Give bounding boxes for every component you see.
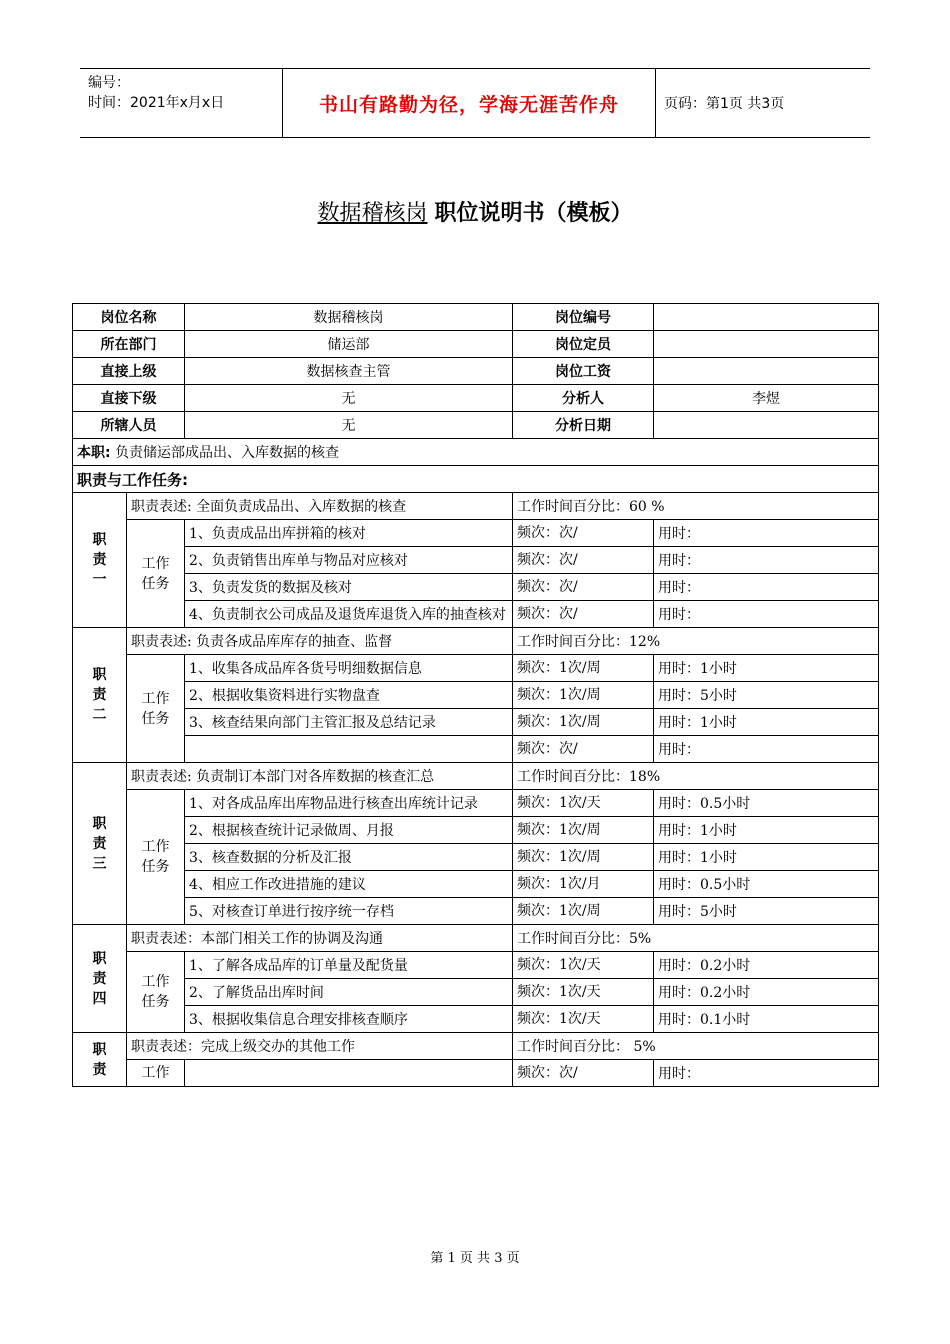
- task-duration: 用时：1小时: [654, 655, 879, 682]
- task-frequency: 频次：1次/月: [513, 871, 654, 898]
- task-row: [73, 817, 879, 844]
- task-row: [73, 520, 879, 547]
- page-footer: 第 1 页 共 3 页: [430, 1251, 520, 1266]
- task-text: 3、根据收集信息合理安排核查顺序: [185, 1006, 513, 1033]
- info-row: [73, 358, 879, 385]
- time-label: 时间：2021年x月x日: [88, 95, 225, 111]
- task-duration: 用时：: [654, 601, 879, 628]
- task-row: [73, 736, 879, 763]
- info-label: 直接下级: [73, 385, 185, 412]
- task-duration: 用时：: [654, 574, 879, 601]
- resp-desc-row: [73, 493, 879, 520]
- task-text: 3、核查数据的分析及汇报: [185, 844, 513, 871]
- task-row: [73, 547, 879, 574]
- resp-desc-row: [73, 1033, 879, 1060]
- task-frequency: 频次：1次/天: [513, 979, 654, 1006]
- resp-label: 职责二: [73, 628, 127, 763]
- info-value: 无: [185, 412, 513, 439]
- task-text: 3、负责发货的数据及核对: [185, 574, 513, 601]
- info-row: [73, 412, 879, 439]
- benzhi-text: 负责储运部成品出、入库数据的核查: [115, 445, 340, 461]
- resp-desc: 职责表述: 负责各成品库库存的抽查、监督: [127, 628, 513, 655]
- resp-desc: 职责表述: 负责制订本部门对各库数据的核查汇总: [127, 763, 513, 790]
- task-row: [73, 790, 879, 817]
- header-meta: [88, 73, 224, 113]
- task-duration: 用时：5小时: [654, 682, 879, 709]
- task-label: 工作任务: [127, 655, 185, 763]
- task-text: [185, 1060, 513, 1087]
- task-frequency: 频次：次/: [513, 520, 654, 547]
- task-row: [73, 601, 879, 628]
- task-row: [73, 979, 879, 1006]
- info-value: [654, 304, 879, 331]
- task-frequency: 频次：1次/周: [513, 682, 654, 709]
- info-value: 数据稽核岗: [185, 304, 513, 331]
- resp-desc-row: [73, 628, 879, 655]
- task-label: 工作: [127, 1060, 185, 1087]
- info-row: [73, 385, 879, 412]
- task-duration: 用时：0.2小时: [654, 979, 879, 1006]
- task-frequency: 频次：次/: [513, 736, 654, 763]
- info-label: 岗位工资: [513, 358, 654, 385]
- info-label: 分析日期: [513, 412, 654, 439]
- info-label: 岗位定员: [513, 331, 654, 358]
- task-duration: 用时：0.5小时: [654, 871, 879, 898]
- info-value: [654, 358, 879, 385]
- info-label: 岗位编号: [513, 304, 654, 331]
- page-info: 页码：第1页 共3页: [664, 96, 785, 112]
- task-text: 3、核查结果向部门主管汇报及总结记录: [185, 709, 513, 736]
- task-frequency: 频次：1次/周: [513, 655, 654, 682]
- task-duration: 用时：: [654, 1060, 879, 1087]
- task-duration: 用时：1小时: [654, 844, 879, 871]
- resp-desc: 职责表述：完成上级交办的其他工作: [127, 1033, 513, 1060]
- benzhi-row: [73, 439, 879, 466]
- job-description-table: [72, 303, 879, 1087]
- task-text: 1、了解各成品库的订单量及配货量: [185, 952, 513, 979]
- resp-pct: 工作时间百分比：5%: [513, 925, 879, 952]
- info-label: 分析人: [513, 385, 654, 412]
- task-duration: 用时：0.2小时: [654, 952, 879, 979]
- task-text: 2、根据收集资料进行实物盘查: [185, 682, 513, 709]
- task-row: [73, 709, 879, 736]
- resp-desc-row: [73, 763, 879, 790]
- info-label: 岗位名称: [73, 304, 185, 331]
- page-header: [80, 68, 870, 138]
- task-frequency: 频次：1次/周: [513, 898, 654, 925]
- task-duration: 用时：0.5小时: [654, 790, 879, 817]
- task-row: [73, 682, 879, 709]
- resp-label: 职责: [73, 1033, 127, 1087]
- task-row: [73, 952, 879, 979]
- info-value: 无: [185, 385, 513, 412]
- info-row: [73, 304, 879, 331]
- task-frequency: 频次：1次/周: [513, 844, 654, 871]
- info-label: 直接上级: [73, 358, 185, 385]
- task-duration: 用时：1小时: [654, 709, 879, 736]
- task-frequency: 频次：1次/周: [513, 709, 654, 736]
- task-label: 工作任务: [127, 520, 185, 628]
- info-row: [73, 331, 879, 358]
- task-text: 4、相应工作改进措施的建议: [185, 871, 513, 898]
- task-duration: 用时：1小时: [654, 817, 879, 844]
- document-title: [0, 196, 950, 227]
- task-frequency: 频次：1次/天: [513, 790, 654, 817]
- task-row: [73, 898, 879, 925]
- task-frequency: 频次：1次/周: [513, 817, 654, 844]
- task-text: [185, 736, 513, 763]
- task-row: [73, 655, 879, 682]
- task-duration: 用时：0.1小时: [654, 1006, 879, 1033]
- task-row: [73, 1006, 879, 1033]
- resp-label: 职责一: [73, 493, 127, 628]
- task-label: 工作任务: [127, 952, 185, 1033]
- task-frequency: 频次：次/: [513, 601, 654, 628]
- resp-desc: 职责表述：本部门相关工作的协调及沟通: [127, 925, 513, 952]
- info-label: 所在部门: [73, 331, 185, 358]
- resp-desc-row: [73, 925, 879, 952]
- info-value: [654, 412, 879, 439]
- section-title: 职责与工作任务:: [73, 466, 879, 493]
- title-rest: 职位说明书（模板）: [434, 201, 633, 226]
- task-duration: 用时：: [654, 736, 879, 763]
- task-frequency: 频次：1次/天: [513, 1006, 654, 1033]
- task-label: 工作任务: [127, 790, 185, 925]
- resp-label: 职责三: [73, 763, 127, 925]
- info-value: 储运部: [185, 331, 513, 358]
- task-row: [73, 871, 879, 898]
- task-text: 1、负责成品出库拼箱的核对: [185, 520, 513, 547]
- task-row: [73, 1060, 879, 1087]
- task-frequency: 频次：次/: [513, 547, 654, 574]
- task-frequency: 频次：次/: [513, 1060, 654, 1087]
- motto: 书山有路勤为径，学海无涯苦作舟: [282, 69, 656, 137]
- task-row: [73, 574, 879, 601]
- task-text: 4、负责制衣公司成品及退货库退货入库的抽查核对: [185, 601, 513, 628]
- task-frequency: 频次：次/: [513, 574, 654, 601]
- task-row: [73, 844, 879, 871]
- resp-pct: 工作时间百分比：60 %: [513, 493, 879, 520]
- number-label: 编号：: [88, 75, 130, 91]
- task-text: 5、对核查订单进行按序统一存档: [185, 898, 513, 925]
- benzhi-label: 本职:: [77, 445, 111, 461]
- title-position: 数据稽核岗: [317, 201, 428, 226]
- task-duration: 用时：5小时: [654, 898, 879, 925]
- info-value: 李煜: [654, 385, 879, 412]
- resp-desc: 职责表述: 全面负责成品出、入库数据的核查: [127, 493, 513, 520]
- info-value: 数据核查主管: [185, 358, 513, 385]
- resp-label: 职责四: [73, 925, 127, 1033]
- info-value: [654, 331, 879, 358]
- task-text: 1、收集各成品库各货号明细数据信息: [185, 655, 513, 682]
- resp-pct: 工作时间百分比：12%: [513, 628, 879, 655]
- section-title-row: [73, 466, 879, 493]
- info-label: 所辖人员: [73, 412, 185, 439]
- task-text: 2、根据核查统计记录做周、月报: [185, 817, 513, 844]
- task-frequency: 频次：1次/天: [513, 952, 654, 979]
- resp-pct: 工作时间百分比：18%: [513, 763, 879, 790]
- task-duration: 用时：: [654, 547, 879, 574]
- task-text: 2、负责销售出库单与物品对应核对: [185, 547, 513, 574]
- task-text: 1、对各成品库出库物品进行核查出库统计记录: [185, 790, 513, 817]
- task-text: 2、了解货品出库时间: [185, 979, 513, 1006]
- task-duration: 用时：: [654, 520, 879, 547]
- resp-pct: 工作时间百分比： 5%: [513, 1033, 879, 1060]
